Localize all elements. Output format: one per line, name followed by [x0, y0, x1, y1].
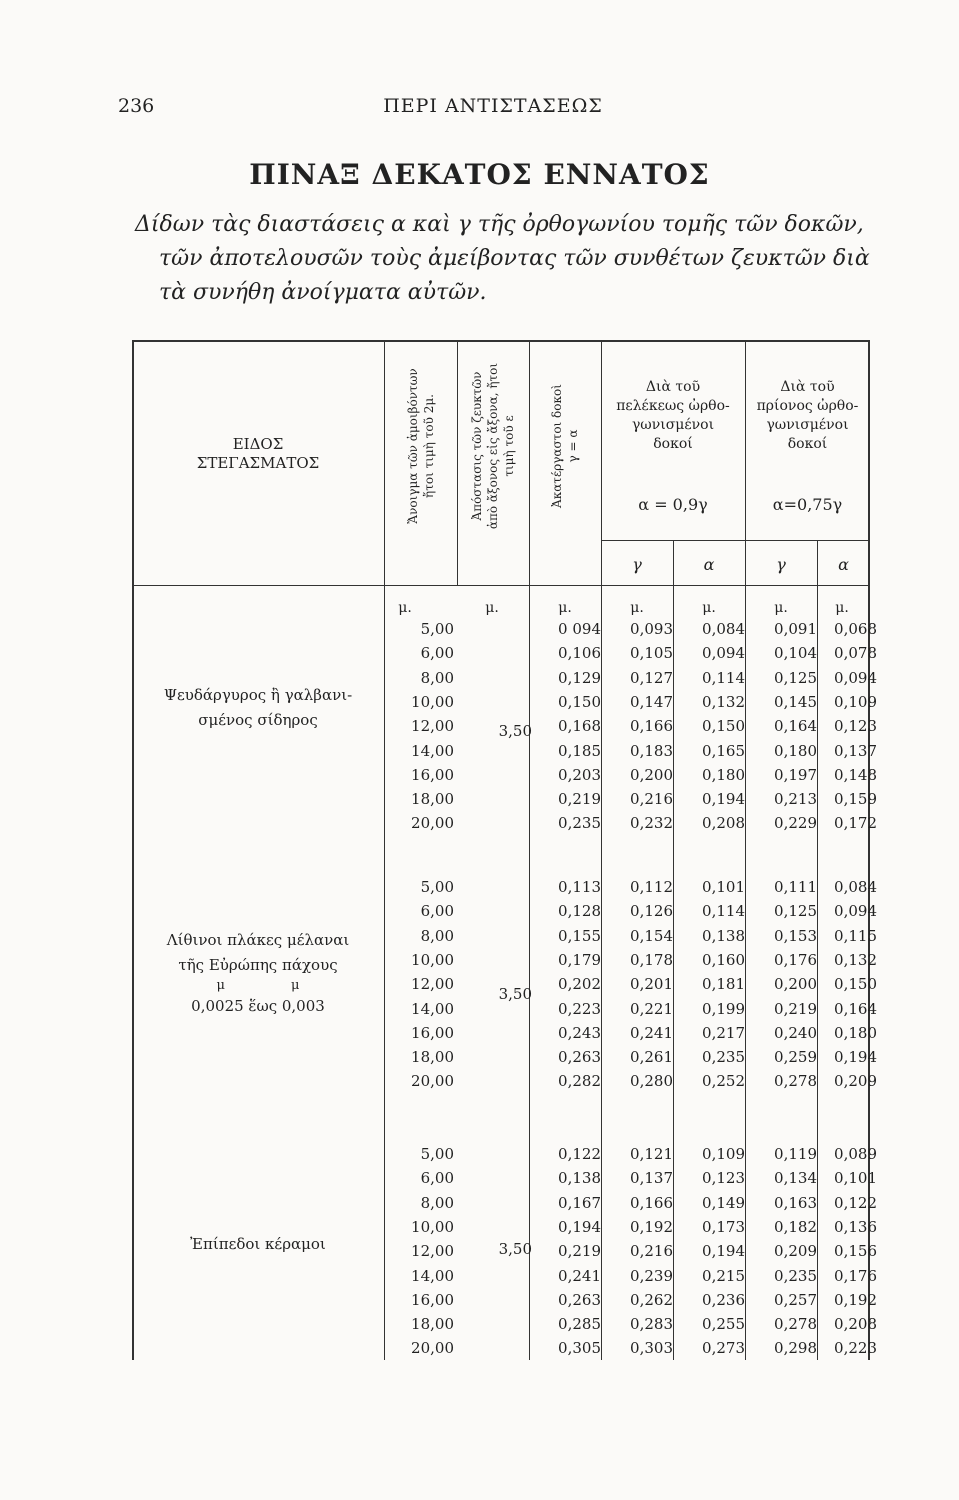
- rough-cell: 0,305: [558, 1339, 601, 1358]
- group-label-line: σμένος σίδηρος: [198, 711, 318, 729]
- saw-gamma-cell: 0,298: [774, 1339, 817, 1358]
- axe-gamma-cell: 0,137: [630, 1169, 673, 1188]
- saw-alpha-cell: 0,223: [834, 1339, 877, 1358]
- span-cell: 5,00: [420, 878, 454, 896]
- axe-alpha-cell: 0,109: [702, 1145, 745, 1163]
- rough-cell: 0,179: [558, 950, 601, 969]
- saw-alpha-cell: 0,176: [834, 1266, 877, 1285]
- rough-cell: 0,202: [558, 975, 601, 994]
- group-label-tiles: [132, 1232, 384, 1257]
- table-row: [384, 692, 877, 717]
- axe-gamma-cell: 0,112: [630, 878, 673, 896]
- axe-gamma-cell: 0,093: [630, 620, 673, 638]
- axe-gamma-cell: 0,126: [630, 902, 673, 921]
- axe-gamma-cell: 0,280: [630, 1072, 673, 1091]
- saw-alpha-cell: 0,101: [834, 1169, 877, 1188]
- saw-gamma-cell: 0,240: [774, 1023, 817, 1042]
- header-saw-line: δοκοί: [787, 436, 828, 452]
- caption-line: Δίδων τὰς διαστάσεις α καὶ γ τῆς ὀρθογωνίου τομῆς τῶν δοκῶν,: [135, 212, 864, 237]
- axe-alpha-cell: 0,236: [702, 1290, 745, 1309]
- header-kind-line: ΣΤΕΓΑΣΜΑΤΟΣ: [196, 454, 320, 472]
- table-row: [384, 765, 877, 790]
- header-axe-squared: [601, 378, 745, 454]
- saw-gamma-cell: 0,257: [774, 1290, 817, 1309]
- saw-alpha-cell: 0,136: [834, 1217, 877, 1236]
- table-row: [384, 926, 877, 951]
- axe-alpha-cell: 0,123: [702, 1169, 745, 1188]
- saw-gamma-cell: 0,163: [774, 1193, 817, 1212]
- header-span-line: ἤτοι τιμὴ τοῦ 2μ.: [422, 394, 436, 498]
- header-span: [405, 336, 437, 556]
- axe-alpha-cell: 0,114: [702, 668, 745, 687]
- axe-gamma-cell: 0,105: [630, 644, 673, 663]
- group-label-line: 0,0025 ἕως 0,003: [191, 997, 325, 1015]
- rough-cell: 0,219: [558, 790, 601, 809]
- saw-gamma-cell: 0,134: [774, 1169, 817, 1188]
- axe-gamma-cell: 0,241: [630, 1023, 673, 1042]
- span-cell: 6,00: [420, 644, 454, 663]
- table-row: [384, 717, 877, 741]
- saw-gamma-cell: 0,259: [774, 1048, 817, 1067]
- saw-gamma-cell: 0,145: [774, 692, 817, 711]
- group-label-line: μ μ: [216, 978, 300, 993]
- axe-gamma-cell: 0,166: [630, 1193, 673, 1212]
- span-cell: 5,00: [420, 1145, 454, 1163]
- saw-gamma-cell: 0,119: [774, 1145, 817, 1163]
- saw-alpha-cell: 0,078: [834, 644, 877, 663]
- axe-gamma-cell: 0,261: [630, 1048, 673, 1067]
- span-cell: 12,00: [411, 1242, 454, 1261]
- axe-alpha-cell: 0,208: [702, 814, 745, 833]
- axe-alpha-cell: 0,180: [702, 765, 745, 784]
- table-row: [384, 790, 877, 814]
- rough-cell: 0,129: [558, 668, 601, 687]
- subheader-gamma: γ: [632, 555, 642, 574]
- span-cell: 18,00: [411, 1048, 454, 1067]
- saw-gamma-cell: 0,104: [774, 644, 817, 663]
- table-row: [384, 878, 877, 902]
- group-label-line: Ἐπίπεδοι κέραμοι: [190, 1235, 326, 1253]
- axe-alpha-cell: 0,235: [702, 1048, 745, 1067]
- table-row: [384, 1266, 877, 1291]
- table-row: [384, 975, 877, 999]
- table-row: [384, 644, 877, 668]
- span-cell: 10,00: [411, 692, 454, 711]
- saw-gamma-cell: 0,219: [774, 999, 817, 1018]
- axe-alpha-cell: 0,138: [702, 926, 745, 945]
- table-row: [384, 1339, 877, 1363]
- axe-gamma-cell: 0,303: [630, 1339, 673, 1358]
- saw-alpha-cell: 0,180: [834, 1023, 877, 1042]
- group-label-slate: [132, 928, 384, 1019]
- saw-gamma-cell: 0,229: [774, 814, 817, 833]
- span-cell: 10,00: [411, 1217, 454, 1236]
- rough-cell: 0,150: [558, 692, 601, 711]
- saw-alpha-cell: 0,068: [834, 620, 877, 638]
- span-cell: 16,00: [411, 1290, 454, 1309]
- rough-cell: 0,155: [558, 926, 601, 945]
- axe-gamma-cell: 0,232: [630, 814, 673, 833]
- axe-gamma-cell: 0,127: [630, 668, 673, 687]
- rough-cell: 0,168: [558, 717, 601, 736]
- header-span-line: Ἄνοιγμα τῶν ἀμοιβόντων: [406, 368, 420, 524]
- saw-alpha-cell: 0,159: [834, 790, 877, 809]
- span-cell: 20,00: [411, 1339, 454, 1358]
- span-cell: 8,00: [420, 668, 454, 687]
- header-square-line: Ἀκατέργαστοι δοκοὶ: [550, 384, 564, 508]
- saw-gamma-cell: 0,125: [774, 902, 817, 921]
- page-number: 236: [118, 95, 155, 117]
- span-cell: 20,00: [411, 1072, 454, 1091]
- span-cell: 18,00: [411, 790, 454, 809]
- axe-gamma-cell: 0,178: [630, 950, 673, 969]
- axe-gamma-cell: 0,200: [630, 765, 673, 784]
- header-axe-line: Διὰ τοῦ: [645, 379, 701, 395]
- axe-gamma-cell: 0,262: [630, 1290, 673, 1309]
- span-cell: 10,00: [411, 950, 454, 969]
- saw-gamma-cell: 0,164: [774, 717, 817, 736]
- saw-gamma-cell: 0,111: [774, 878, 817, 896]
- subheader-gamma: γ: [776, 555, 786, 574]
- subheader-alpha: α: [838, 555, 849, 574]
- axe-gamma-cell: 0,166: [630, 717, 673, 736]
- axe-alpha-cell: 0,273: [702, 1339, 745, 1358]
- saw-alpha-cell: 0,194: [834, 1048, 877, 1067]
- saw-alpha-cell: 0,164: [834, 999, 877, 1018]
- table-row: [384, 1193, 877, 1218]
- saw-gamma-cell: 0,197: [774, 765, 817, 784]
- rough-cell: 0,263: [558, 1048, 601, 1067]
- table-row: [384, 1242, 877, 1266]
- running-title: ΠΕΡΙ ΑΝΤΙΣΤΑΣΕΩΣ: [383, 95, 603, 117]
- span-cell: 6,00: [420, 902, 454, 921]
- axe-gamma-cell: 0,201: [630, 975, 673, 994]
- header-saw-line: πρίονος ὠρθο-: [756, 398, 859, 414]
- span-cell: 14,00: [411, 1266, 454, 1285]
- saw-alpha-cell: 0,208: [834, 1315, 877, 1334]
- group-label-line: τῆς Εὐρώπης πάχους: [178, 956, 338, 974]
- group-label-line: Ψευδάργυρος ἢ γαλβανι-: [163, 686, 353, 704]
- span-cell: 14,00: [411, 741, 454, 760]
- axe-alpha-cell: 0,160: [702, 950, 745, 969]
- axe-gamma-cell: 0,154: [630, 926, 673, 945]
- saw-gamma-cell: 0,278: [774, 1315, 817, 1334]
- saw-gamma-cell: 0,209: [774, 1242, 817, 1261]
- saw-alpha-cell: 0,089: [834, 1145, 877, 1163]
- axe-alpha-cell: 0,132: [702, 692, 745, 711]
- span-cell: 16,00: [411, 1023, 454, 1042]
- axe-gamma-cell: 0,192: [630, 1217, 673, 1236]
- rough-cell: 0,223: [558, 999, 601, 1018]
- axe-alpha-cell: 0,255: [702, 1315, 745, 1334]
- unit-label: μ.: [398, 600, 412, 616]
- caption-line: τῶν ἀποτελουσῶν τοὺς ἀμείβοντας τῶν συνθέτων ζευκτῶν διὰ: [159, 246, 870, 271]
- running-head: [118, 95, 868, 125]
- rough-cell: 0,106: [558, 644, 601, 663]
- table-row: [384, 902, 877, 926]
- span-cell: 20,00: [411, 814, 454, 833]
- saw-alpha-cell: 0,150: [834, 975, 877, 994]
- saw-alpha-cell: 0,172: [834, 814, 877, 833]
- axe-alpha-cell: 0,181: [702, 975, 745, 994]
- table-left-rule: [132, 340, 134, 1360]
- span-cell: 14,00: [411, 999, 454, 1018]
- unit-label: μ.: [485, 600, 499, 616]
- rough-cell: 0,243: [558, 1023, 601, 1042]
- axe-alpha-cell: 0,217: [702, 1023, 745, 1042]
- saw-alpha-cell: 0,109: [834, 692, 877, 711]
- span-cell: 5,00: [420, 620, 454, 638]
- span-cell: 16,00: [411, 765, 454, 784]
- header-distance: [469, 336, 517, 556]
- subheader-alpha: α: [703, 555, 715, 574]
- header-saw-ratio: α=0,75γ: [772, 495, 843, 514]
- axe-alpha-cell: 0,165: [702, 741, 745, 760]
- rough-cell: 0 094: [558, 620, 601, 638]
- caption-line: τὰ συνήθη ἀνοίγματα αὐτῶν.: [159, 280, 487, 305]
- saw-gamma-cell: 0,125: [774, 668, 817, 687]
- unit-label: μ.: [702, 600, 716, 616]
- table-row: [384, 620, 877, 644]
- axe-alpha-cell: 0,114: [702, 902, 745, 921]
- axe-gamma-cell: 0,239: [630, 1266, 673, 1285]
- header-square-beams: [549, 336, 581, 556]
- saw-alpha-cell: 0,137: [834, 741, 877, 760]
- saw-alpha-cell: 0,115: [834, 926, 877, 945]
- axe-alpha-cell: 0,252: [702, 1072, 745, 1091]
- axe-alpha-cell: 0,150: [702, 717, 745, 736]
- axe-alpha-cell: 0,199: [702, 999, 745, 1018]
- header-saw-line: γωνισμένοι: [766, 417, 849, 433]
- rough-cell: 0,263: [558, 1290, 601, 1309]
- span-cell: 6,00: [420, 1169, 454, 1188]
- span-cell: 8,00: [420, 1193, 454, 1212]
- saw-gamma-cell: 0,153: [774, 926, 817, 945]
- rough-cell: 0,241: [558, 1266, 601, 1285]
- rough-cell: 0,138: [558, 1169, 601, 1188]
- table-row: [384, 950, 877, 975]
- table-row: [384, 668, 877, 693]
- header-distance-line: Ἀπόστασις τῶν ζευκτῶν: [470, 371, 484, 521]
- axe-alpha-cell: 0,101: [702, 878, 745, 896]
- axe-gamma-cell: 0,216: [630, 1242, 673, 1261]
- rough-cell: 0,122: [558, 1145, 601, 1163]
- unit-label: μ.: [835, 600, 849, 616]
- data-table: [132, 340, 877, 1360]
- table-row: [384, 1315, 877, 1339]
- header-kind-line: ΕΙΔΟΣ: [232, 435, 284, 453]
- axe-gamma-cell: 0,147: [630, 692, 673, 711]
- rough-cell: 0,285: [558, 1315, 601, 1334]
- table-row: [384, 1145, 877, 1169]
- table-row: [384, 1290, 877, 1315]
- axe-alpha-cell: 0,084: [702, 620, 745, 638]
- saw-alpha-cell: 0,209: [834, 1072, 877, 1091]
- saw-gamma-cell: 0,213: [774, 790, 817, 809]
- table-row: [384, 741, 877, 766]
- saw-alpha-cell: 0,148: [834, 765, 877, 784]
- unit-label: μ.: [558, 600, 572, 616]
- axe-alpha-cell: 0,194: [702, 790, 745, 809]
- table-row: [384, 814, 877, 838]
- axe-gamma-cell: 0,283: [630, 1315, 673, 1334]
- saw-alpha-cell: 0,132: [834, 950, 877, 969]
- rough-cell: 0,185: [558, 741, 601, 760]
- saw-gamma-cell: 0,176: [774, 950, 817, 969]
- table-row: [384, 1072, 877, 1096]
- header-distance-line: ἀπὸ ἄξονος εἰς ἄξονα, ἤτοι: [486, 362, 500, 530]
- unit-label: μ.: [630, 600, 644, 616]
- header-bottom-rule: [132, 585, 870, 586]
- distance-value: 3,50: [498, 722, 532, 740]
- rough-cell: 0,128: [558, 902, 601, 921]
- rough-cell: 0,235: [558, 814, 601, 833]
- saw-alpha-cell: 0,094: [834, 668, 877, 687]
- header-saw-line: Διὰ τοῦ: [780, 379, 835, 395]
- saw-alpha-cell: 0,192: [834, 1290, 877, 1309]
- span-cell: 12,00: [411, 975, 454, 994]
- table-row: [384, 1023, 877, 1048]
- axe-alpha-cell: 0,215: [702, 1266, 745, 1285]
- span-cell: 8,00: [420, 926, 454, 945]
- saw-gamma-cell: 0,200: [774, 975, 817, 994]
- distance-value: 3,50: [498, 985, 532, 1003]
- rough-cell: 0,282: [558, 1072, 601, 1091]
- table-row: [384, 999, 877, 1024]
- saw-alpha-cell: 0,156: [834, 1242, 877, 1261]
- rough-cell: 0,194: [558, 1217, 601, 1236]
- axe-gamma-cell: 0,221: [630, 999, 673, 1018]
- table-caption: [135, 208, 880, 310]
- rough-cell: 0,113: [558, 878, 601, 896]
- axe-gamma-cell: 0,183: [630, 741, 673, 760]
- rough-cell: 0,219: [558, 1242, 601, 1261]
- table-row: [384, 1169, 877, 1193]
- axe-gamma-cell: 0,121: [630, 1145, 673, 1163]
- header-distance-line: τιμὴ τοῦ ε: [502, 415, 516, 477]
- header-square-line: γ = α: [566, 429, 580, 463]
- span-cell: 12,00: [411, 717, 454, 736]
- saw-gamma-cell: 0,182: [774, 1217, 817, 1236]
- saw-gamma-cell: 0,091: [774, 620, 817, 638]
- saw-gamma-cell: 0,180: [774, 741, 817, 760]
- span-cell: 18,00: [411, 1315, 454, 1334]
- distance-value: 3,50: [498, 1240, 532, 1258]
- saw-alpha-cell: 0,084: [834, 878, 877, 896]
- table-row: [384, 1217, 877, 1242]
- header-axe-line: δοκοί: [653, 436, 693, 452]
- axe-alpha-cell: 0,194: [702, 1242, 745, 1261]
- header-axe-line: γωνισμένοι: [631, 417, 715, 433]
- column-rule: [457, 340, 458, 585]
- axe-alpha-cell: 0,094: [702, 644, 745, 663]
- unit-label: μ.: [774, 600, 788, 616]
- header-axe-ratio: α = 0,9γ: [638, 495, 708, 514]
- header-axe-line: πελέκεως ὠρθο-: [616, 398, 730, 414]
- axe-alpha-cell: 0,149: [702, 1193, 745, 1212]
- axe-gamma-cell: 0,216: [630, 790, 673, 809]
- ratio-rule: [601, 540, 870, 541]
- saw-alpha-cell: 0,122: [834, 1193, 877, 1212]
- header-saw-squared: [745, 378, 870, 454]
- saw-alpha-cell: 0,123: [834, 717, 877, 736]
- axe-alpha-cell: 0,173: [702, 1217, 745, 1236]
- group-label-zinc: [132, 683, 384, 733]
- saw-alpha-cell: 0,094: [834, 902, 877, 921]
- header-kind: [132, 435, 384, 473]
- table-row: [384, 1048, 877, 1072]
- saw-gamma-cell: 0,235: [774, 1266, 817, 1285]
- saw-gamma-cell: 0,278: [774, 1072, 817, 1091]
- rough-cell: 0,167: [558, 1193, 601, 1212]
- group-label-line: Λίθινοι πλάκες μέλαναι: [166, 931, 350, 949]
- rough-cell: 0,203: [558, 765, 601, 784]
- table-title: ΠΙΝΑΞ ΔΕΚΑΤΟΣ ΕΝΝΑΤΟΣ: [249, 158, 710, 191]
